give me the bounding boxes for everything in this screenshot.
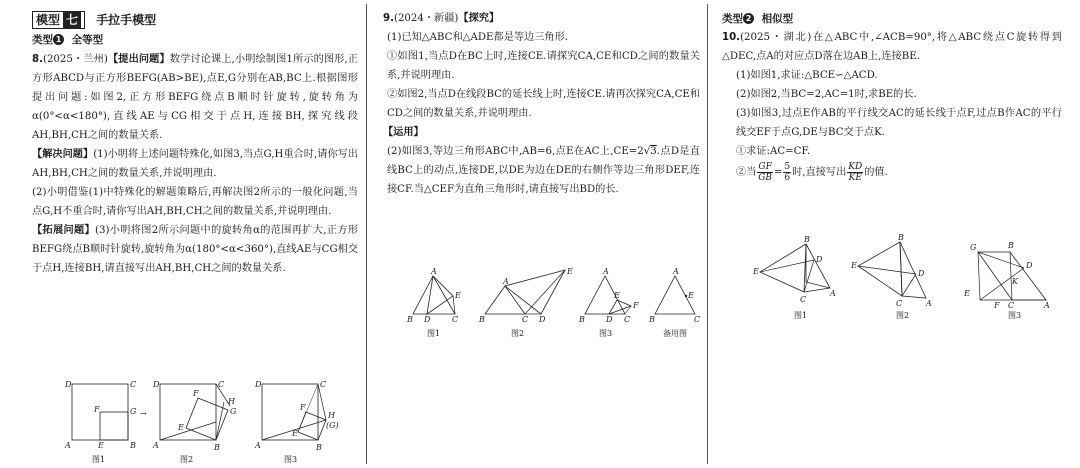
svg-text:C: C: [218, 380, 225, 389]
q9-figure-3: [578, 267, 639, 338]
q8-figure-1: [64, 380, 137, 464]
svg-text:A: A: [431, 267, 437, 276]
svg-text:B: B: [804, 235, 810, 244]
svg-text:C: C: [130, 380, 137, 389]
svg-text:D: D: [539, 315, 546, 324]
column-divider-1: [366, 4, 367, 464]
q10-figure-3: [963, 241, 1050, 320]
svg-text:图1: 图1: [427, 329, 441, 338]
svg-text:H: H: [228, 397, 235, 406]
svg-text:E: E: [851, 261, 857, 270]
svg-text:H: H: [328, 411, 335, 420]
svg-text:A: A: [153, 441, 159, 450]
fraction-5-6: $\frac{5}{6}$: [784, 161, 791, 183]
q9-part2: (2)如图3,等边三角形ABC中,AB=6,点E在AC上,CE=2√3.点D是直线BC上的动点,连接DE,以DE为边在DE的右侧作等边三角形DEF,连接CF.当△CEF为直角三角形时,请直接写出BD的长.: [387, 146, 700, 195]
svg-text:图1: 图1: [794, 311, 808, 320]
svg-text:图3: 图3: [1008, 311, 1022, 320]
fraction-gf-gb: $\frac{GF}{GB}$: [758, 161, 772, 183]
svg-text:E: E: [567, 267, 573, 276]
arrow-icon: →: [140, 409, 147, 418]
q9-part1: (1)已知△ABC和△ADE都是等边三角形.: [387, 32, 569, 43]
model-heading: [32, 10, 358, 29]
svg-text:K: K: [1012, 277, 1018, 286]
svg-text:C: C: [800, 295, 807, 304]
type-heading-1: 类型 1 全等型: [32, 34, 104, 46]
svg-text:E: E: [753, 267, 759, 276]
q10-figure-1: [752, 235, 836, 320]
q10-part3: (3)如图3,过点E作AB的平行线交AC的延长线于点F,过点B作AC的平行线交EF于点G,DE与BC交于点K.: [736, 108, 1062, 138]
svg-text:D: D: [606, 315, 613, 324]
q10-part2: (2)如图2,当BC=2,AC=1时,求BE的长.: [736, 89, 917, 100]
q10-figures: [750, 232, 1050, 324]
q9-figures: [405, 266, 705, 346]
svg-text:(G): (G): [326, 421, 339, 430]
q8-part1: 【解决问题】(1)小明将上述问题特殊化,如图3,当点G,H重合时,请你写出AH,BH,CH之间的数量关系,并说明理由.: [32, 149, 358, 179]
type-number-badge: 1: [53, 34, 64, 45]
svg-text:D: D: [1026, 261, 1033, 270]
svg-text:E: E: [614, 291, 620, 300]
svg-text:D: D: [255, 380, 262, 389]
svg-text:C: C: [522, 315, 529, 324]
q10-part3b: ②当 $\frac{GF}{GB}$ = $\frac{5}{6}$ 时,直接写出 $\frac{KD}{KE}$ 的值.: [736, 161, 888, 183]
q10-part3a: ①求证:AC=CF.: [736, 146, 811, 157]
q9-header: 9.(2024・新疆)【探究】: [383, 13, 500, 24]
svg-text:A: A: [830, 289, 836, 298]
svg-text:B: B: [579, 315, 585, 324]
svg-text:G: G: [970, 243, 977, 252]
svg-text:A: A: [255, 441, 261, 450]
q9-figure-spare: [648, 267, 700, 338]
model-tag: 模型 七: [32, 11, 85, 29]
svg-text:C: C: [896, 299, 903, 308]
svg-text:D: D: [816, 255, 823, 264]
svg-text:A: A: [603, 267, 609, 276]
svg-text:备用图: 备用图: [663, 329, 687, 338]
svg-text:A: A: [65, 441, 71, 450]
svg-text:B: B: [130, 441, 136, 450]
q9-figure-2: [478, 267, 573, 338]
svg-text:B: B: [898, 233, 904, 242]
svg-text:D: D: [153, 380, 160, 389]
svg-text:C: C: [452, 315, 459, 324]
q10-intro: 10.(2025・湖北)在△ABC中,∠ACB=90°,将△ABC绕点C旋转得到△DEC,点A的对应点D落在边AB上,连接BE.: [722, 32, 1062, 62]
q9-apply-tag: 【运用】: [383, 127, 424, 138]
svg-text:F: F: [94, 405, 100, 414]
svg-text:D: D: [918, 269, 925, 278]
svg-text:E: E: [178, 423, 184, 432]
svg-text:B: B: [407, 315, 413, 324]
svg-text:C: C: [320, 380, 327, 389]
svg-text:A: A: [503, 277, 509, 286]
q8-intro: 8.(2025・兰州)【提出问题】数学讨论课上,小明绘制图1所示的图形,正方形ABCD与正方形BEFG(AB>BE),点E,G分别在AB,BC上.根据图形提出问题:如图2,正方形BEFG绕点B顺时针旋转,旋转角为α(0°<α<180°),直线AE与CG相交于点H,连接BH,探究线段AH,BH,CH之间的数量关系.: [32, 54, 358, 141]
svg-text:G: G: [130, 407, 137, 416]
svg-text:B: B: [479, 315, 485, 324]
svg-text:B: B: [316, 443, 322, 452]
svg-text:图3: 图3: [599, 329, 613, 338]
column-1: [32, 10, 358, 468]
svg-text:C: C: [694, 315, 701, 324]
svg-text:B: B: [1008, 241, 1014, 250]
q9-part1b: ②如图2,当点D在线段BC的延长线上时,连接CE.请再次探究CA,CE和CD之间的数量关系,并说明理由.: [387, 89, 700, 119]
fraction-kd-ke: $\frac{KD}{KE}$: [848, 161, 863, 183]
column-3: [722, 10, 1062, 468]
svg-text:F: F: [193, 389, 199, 398]
q8-part2: (2)小明借鉴(1)中特殊化的解题策略后,再解决图2所示的一般化问题,当点G,H不重合时,请你写出AH,BH,CH之间的数量关系,并说明理由.: [32, 187, 358, 217]
q8-figures: [62, 378, 352, 468]
q10-figure-2: [850, 233, 932, 320]
svg-text:图2: 图2: [896, 311, 910, 320]
column-2: [383, 10, 700, 468]
svg-text:图2: 图2: [180, 455, 194, 464]
svg-text:D: D: [65, 380, 72, 389]
q8-figure-2: [152, 380, 237, 464]
svg-text:B: B: [214, 443, 220, 452]
svg-text:G: G: [230, 407, 237, 416]
svg-text:E: E: [98, 441, 104, 450]
q9-figure-1: [406, 267, 461, 338]
q9-part1a: ①如图1,当点D在BC上时,连接CE.请探究CA,CE和CD之间的数量关系,并说明理由.: [387, 51, 700, 81]
svg-text:F: F: [300, 403, 306, 412]
svg-text:A: A: [1044, 301, 1050, 310]
svg-text:E: E: [688, 291, 694, 300]
svg-text:B: B: [649, 315, 655, 324]
sqrt-expression: 2√3: [637, 146, 657, 157]
svg-text:A: A: [926, 299, 932, 308]
model-title: 手拉手模型: [96, 13, 157, 27]
svg-text:C: C: [624, 315, 631, 324]
svg-text:图2: 图2: [511, 329, 525, 338]
q10-part1: (1)如图1,求证:△BCE∽△ACD.: [736, 70, 878, 81]
svg-text:图1: 图1: [92, 455, 106, 464]
svg-text:A: A: [673, 267, 679, 276]
column-divider-2: [707, 4, 708, 464]
type-number-badge: 2: [743, 13, 754, 24]
type-heading-2: 类型 2 相似型: [722, 13, 794, 25]
svg-text:F: F: [633, 301, 639, 310]
svg-text:图3: 图3: [284, 455, 298, 464]
svg-text:C: C: [1008, 301, 1015, 310]
svg-text:F: F: [994, 301, 1000, 310]
svg-text:E: E: [292, 429, 298, 438]
q8-figure-3: [254, 380, 339, 464]
svg-text:E: E: [964, 289, 970, 298]
svg-text:E: E: [455, 291, 461, 300]
q8-part3: 【拓展问题】(3)小明将图2所示问题中的旋转角α的范围再扩大,正方形BEFG绕点B顺时针旋转,旋转角为α(180°<α<360°),直线AE与CG相交于点H,连接BH,请直接写出AH,BH,CH之间的数量关系.: [32, 225, 359, 274]
svg-text:D: D: [424, 315, 431, 324]
